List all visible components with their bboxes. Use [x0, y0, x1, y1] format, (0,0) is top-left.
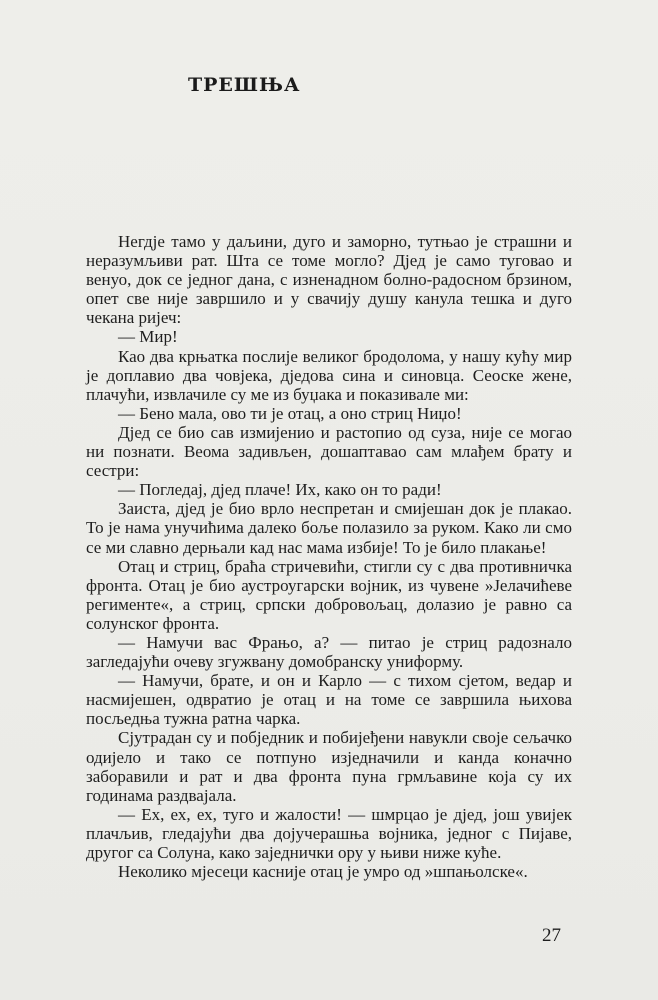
- body-text: [86, 232, 572, 881]
- paragraph: Као два крњатка послије великог бродолома, у нашу кућу мир је доплавио два човјека, дједова сина и синовца. Сеоске жене, плачући, извлачиле су ме из буџака и показивале ми:: [86, 346, 572, 404]
- paragraph: — Погледај, дјед плаче! Их, како он то ради!: [118, 480, 442, 500]
- paragraph: Сјутрадан су и побједник и побијеђени навукли своје сељачко одијело и тако се потпуно изједначили и канда коначно заборавили и рат и два фронта пуна грмљавине која су их годинама раздвајала.: [86, 728, 572, 805]
- paragraph: Отац и стриц, браћа стричевићи, стигли су с два противничка фронта. Отац је био аустроугарски војник, из чувене »Јелачићеве регименте«, а стриц, српски добровољац, долазио је равно са солунског фронта.: [86, 556, 572, 633]
- paragraph: — Намучи вас Фрањо, а? — питао је стриц радознало загледајући очеву згужвану домобранску униформу.: [86, 632, 572, 672]
- paragraph: — Мир!: [118, 327, 178, 347]
- chapter-title: ТРЕШЊА: [188, 74, 301, 96]
- paragraph: — Ех, ех, ех, туго и жалости! — шмрцао је дјед, још увијек плачљив, гледајући два дојучерашња војника, једног с Пијаве, другог са Солуна, како заједнички ору у њиви ниже куће.: [86, 804, 572, 862]
- paragraph: Негдје тамо у даљини, дуго и заморно, тутњао је страшни и неразумљиви рат. Шта се томе могло? Дјед је само туговао и венуо, док се једног дана, с изненадном болно-радосном брзином, опет све није завршило и у свачију душу канула тешка и дуго чекана ријеч:: [86, 232, 572, 328]
- paragraph: — Бено мала, ово ти је отац, а оно стриц Ниџо!: [118, 403, 462, 423]
- paragraph: — Намучи, брате, и он и Карло — с тихом сјетом, ведар и насмијешен, одвратио је отац и на томе се завршила њихова посљедња тужна ратна чарка.: [86, 671, 572, 729]
- page-number: 27: [542, 925, 561, 946]
- paragraph: Дјед се био сав измијенио и растопио од суза, није се могао ни познати. Веома задивљен, дошаптавао сам млађем брату и сестри:: [86, 422, 572, 481]
- paragraph: Заиста, дјед је био врло неспретан и смијешан док је плакао. То је нама унучићима далеко боље полазило за руком. Како ли смо се ми славно дерњали кад нас мама избије! То је било плакање!: [86, 499, 572, 557]
- paragraph: Неколико мјесеци касније отац је умро од »шпањолске«.: [118, 862, 528, 882]
